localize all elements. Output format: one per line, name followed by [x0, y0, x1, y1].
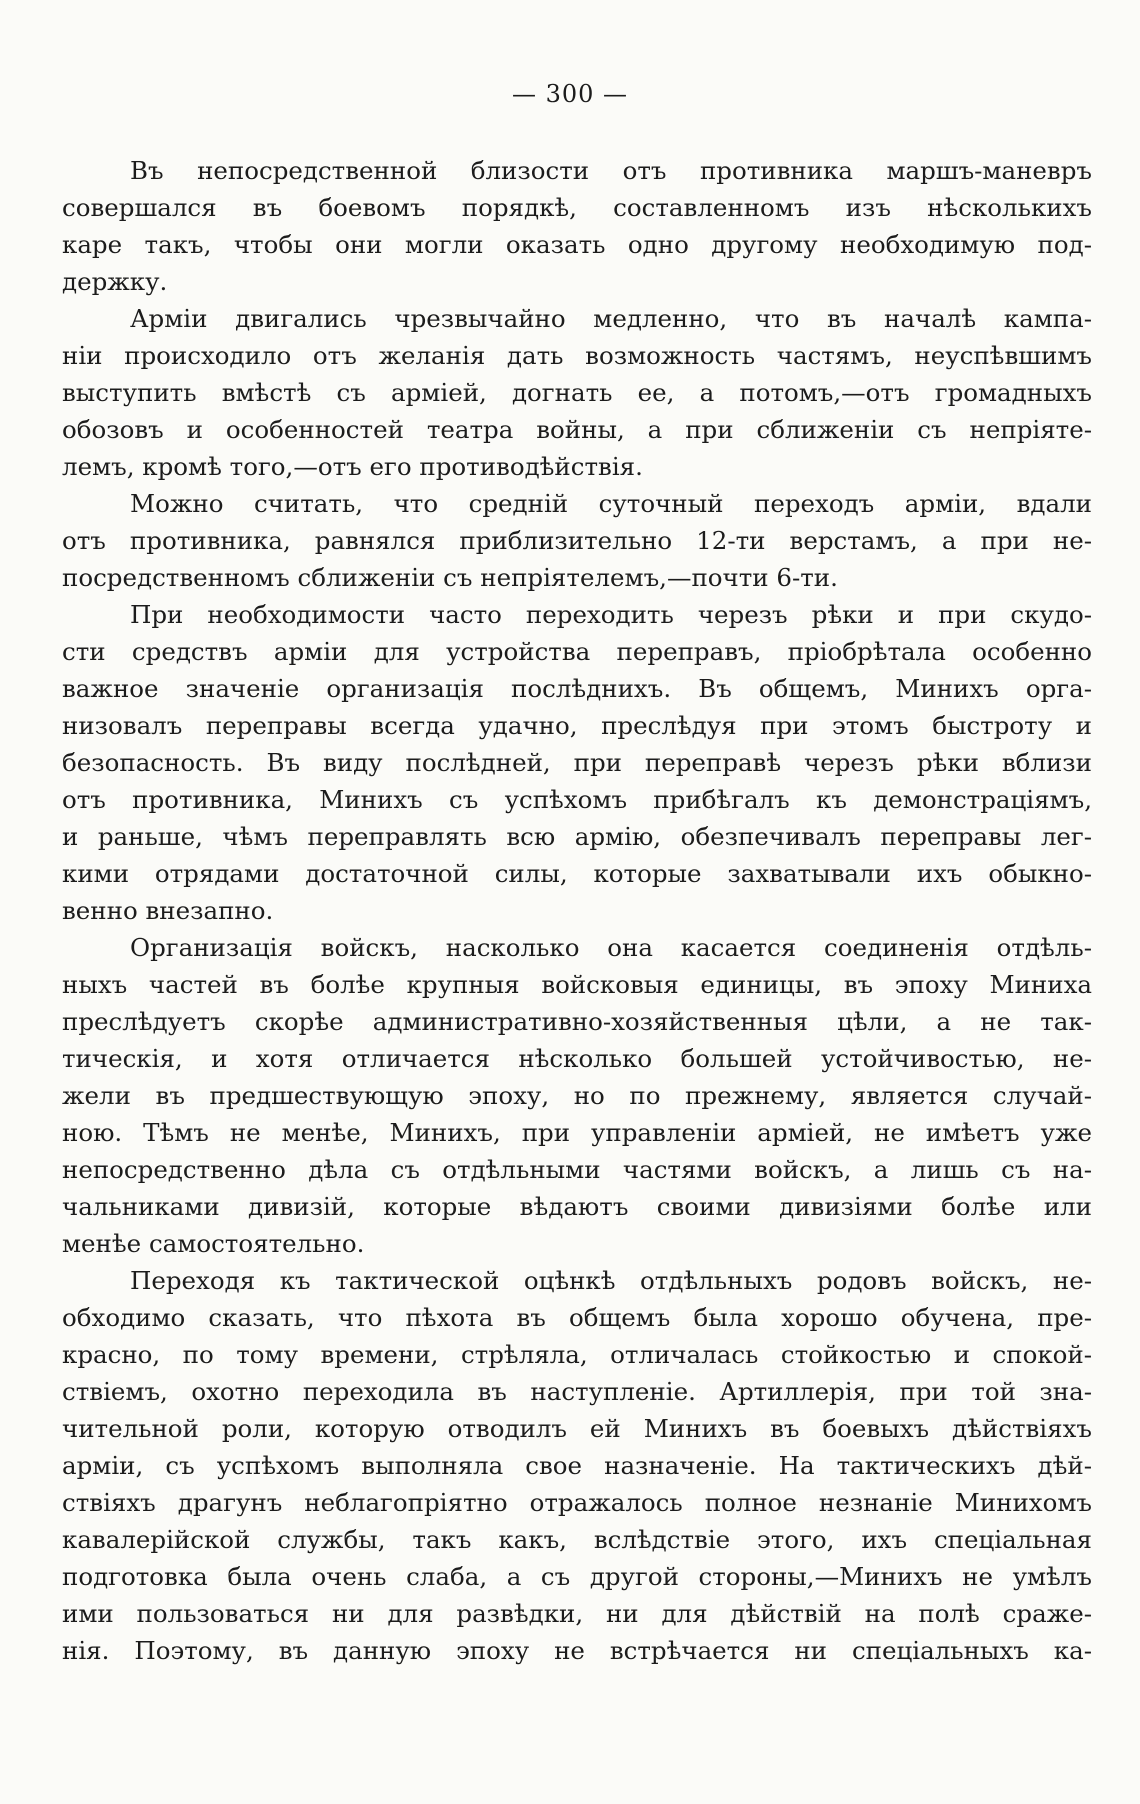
text-line: безопасность. Въ виду послѣдней, при переправѣ черезъ рѣки вблизи: [62, 748, 1092, 777]
text-line: менѣе самостоятельно.: [62, 1229, 365, 1258]
text-line: отъ противника, равнялся приблизительно 12-ти верстамъ, а при не-: [62, 526, 1092, 555]
paragraph: [62, 929, 1092, 1262]
text-line: нія. Поэтому, въ данную эпоху не встрѣчается ни спеціальныхъ ка-: [62, 1636, 1092, 1665]
text-line: кавалерійской службы, такъ какъ, вслѣдствіе этого, ихъ спеціальная: [62, 1525, 1092, 1554]
text-line: ствіемъ, охотно переходила въ наступленіе. Артиллерія, при той зна-: [62, 1377, 1092, 1406]
page-number: — 300 —: [511, 80, 629, 108]
text-line: низовалъ переправы всегда удачно, преслѣдуя при этомъ быстроту и: [62, 711, 1092, 740]
text-line: арміи, съ успѣхомъ выполняла свое назначеніе. На тактическихъ дѣй-: [62, 1451, 1092, 1480]
text-line: Въ непосредственной близости отъ противника маршъ-маневръ: [130, 156, 1092, 185]
text-line: посредственномъ сближеніи съ непріятелемъ,—почти 6-ти.: [62, 563, 838, 592]
text-line: сти средствъ арміи для устройства переправъ, пріобрѣтала особенно: [62, 637, 1092, 666]
text-line: отъ противника, Минихъ съ успѣхомъ прибѣгалъ къ демонстраціямъ,: [62, 785, 1092, 814]
text-line: важное значеніе организація послѣднихъ. Въ общемъ, Минихъ орга-: [62, 674, 1092, 703]
paragraph: [62, 1262, 1092, 1669]
text-line: совершался въ боевомъ порядкѣ, составленномъ изъ нѣсколькихъ: [62, 193, 1092, 222]
text-line: держку.: [62, 267, 168, 296]
paragraph: [62, 596, 1092, 929]
text-line: каре такъ, чтобы они могли оказать одно другому необходимую под-: [62, 230, 1092, 259]
text-line: красно, по тому времени, стрѣляла, отличалась стойкостью и спокой-: [62, 1340, 1092, 1369]
text-line: При необходимости часто переходить черезъ рѣки и при скудо-: [130, 600, 1092, 629]
text-line: и раньше, чѣмъ переправлять всю армію, обезпечивалъ переправы лег-: [62, 822, 1092, 851]
text-line: кими отрядами достаточной силы, которые захватывали ихъ обыкно-: [62, 859, 1092, 888]
text-line: лемъ, кромѣ того,—отъ его противодѣйствія.: [62, 452, 643, 481]
body-text: [62, 152, 1092, 1669]
text-line: ныхъ частей въ болѣе крупныя войсковыя единицы, въ эпоху Миниха: [62, 970, 1092, 999]
text-line: тическія, и хотя отличается нѣсколько большей устойчивостью, не-: [62, 1044, 1092, 1073]
text-line: ствіяхъ драгунъ неблагопріятно отражалось полное незнаніе Минихомъ: [62, 1488, 1092, 1517]
text-line: Можно считать, что средній суточный переходъ арміи, вдали: [130, 489, 1092, 518]
text-line: Организація войскъ, насколько она касается соединенія отдѣль-: [130, 933, 1092, 962]
text-line: жели въ предшествующую эпоху, но по прежнему, является случай-: [62, 1081, 1092, 1110]
text-line: выступить вмѣстѣ съ арміей, догнать ее, а потомъ,—отъ громадныхъ: [62, 378, 1092, 407]
paragraph: [62, 152, 1092, 300]
text-line: венно внезапно.: [62, 896, 274, 925]
text-line: непосредственно дѣла съ отдѣльными частями войскъ, а лишь съ на-: [62, 1155, 1092, 1184]
text-line: обозовъ и особенностей театра войны, а при сближеніи съ непріяте-: [62, 415, 1092, 444]
text-line: обходимо сказать, что пѣхота въ общемъ была хорошо обучена, пре-: [62, 1303, 1092, 1332]
text-line: чительной роли, которую отводилъ ей Минихъ въ боевыхъ дѣйствіяхъ: [62, 1414, 1092, 1443]
paragraph: [62, 300, 1092, 485]
text-line: подготовка была очень слаба, а съ другой стороны,—Минихъ не умѣлъ: [62, 1562, 1092, 1591]
text-line: ніи происходило отъ желанія дать возможность частямъ, неуспѣвшимъ: [62, 341, 1092, 370]
text-line: ною. Тѣмъ не менѣе, Минихъ, при управленіи арміей, не имѣетъ уже: [62, 1118, 1092, 1147]
paragraph: [62, 485, 1092, 596]
text-line: Переходя къ тактической оцѣнкѣ отдѣльныхъ родовъ войскъ, не-: [130, 1266, 1092, 1295]
text-line: Арміи двигались чрезвычайно медленно, что въ началѣ кампа-: [130, 304, 1092, 333]
text-line: ими пользоваться ни для развѣдки, ни для дѣйствій на полѣ сраже-: [62, 1599, 1092, 1628]
text-line: чальниками дивизій, которые вѣдаютъ своими дивизіями болѣе или: [62, 1192, 1092, 1221]
text-line: преслѣдуетъ скорѣе административно-хозяйственныя цѣли, а не так-: [62, 1007, 1092, 1036]
